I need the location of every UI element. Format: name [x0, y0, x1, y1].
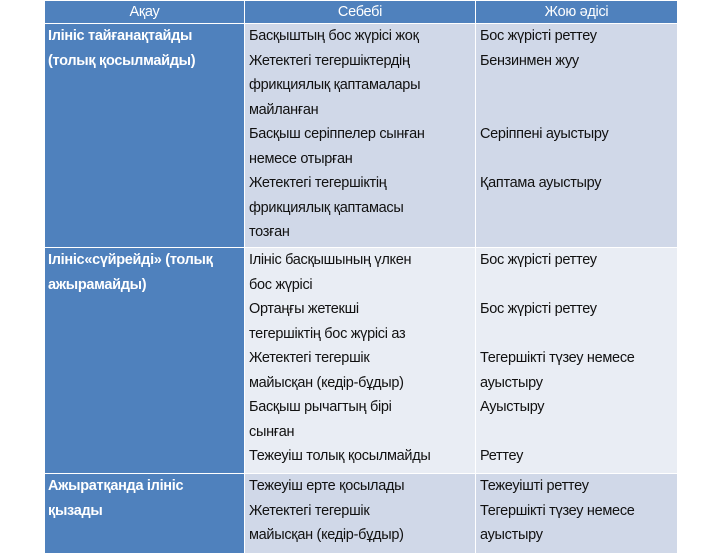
spacer	[480, 273, 677, 298]
cause-text: Ілініс басқышының үлкен	[249, 252, 412, 268]
cause-text: Жетектегі тегершік	[249, 502, 370, 519]
cause-text: Тежеуіш ерте қосылады	[249, 478, 405, 494]
fault-cell	[45, 24, 245, 248]
remedy-text: Реттеу	[480, 448, 524, 464]
remedy-text: Серіппені ауыстыру	[480, 126, 609, 142]
cause-cell	[245, 24, 476, 248]
cause-text: майысқан (кедір-бұдыр)	[249, 374, 404, 391]
fault-text: (толық қосылмайды)	[48, 52, 196, 69]
fault-text: Ілініс«сүйрейді» (толық	[48, 252, 213, 268]
remedy-text: ауыстыру	[480, 527, 543, 543]
header-remedy: Жою әдісі	[476, 1, 678, 24]
remedy-text: Бос жүрісті реттеу	[480, 252, 597, 268]
remedy-text: Тегершікті түзеу немесе	[480, 502, 635, 519]
remedy-text: Бос жүрісті реттеу	[480, 301, 597, 317]
table-row	[45, 24, 678, 248]
cause-cell	[245, 474, 476, 554]
cause-text: сынған	[249, 423, 295, 440]
cause-cell	[245, 248, 476, 474]
fault-table	[44, 0, 678, 554]
spacer	[480, 98, 677, 123]
cause-text: майысқан (кедір-бұдыр)	[249, 527, 404, 543]
cause-text: тегершіктің бос жүрісі аз	[249, 325, 406, 342]
remedy-text: Бензинмен жуу	[480, 52, 579, 69]
spacer	[480, 73, 677, 98]
remedy-cell	[476, 474, 678, 554]
cause-text: немесе отырған	[249, 150, 353, 167]
cause-text: майланған	[249, 101, 319, 118]
cause-text: фрикциялық қаптамалары	[249, 77, 421, 93]
fault-text: қызады	[48, 502, 103, 519]
spacer	[480, 147, 677, 172]
remedy-cell	[476, 24, 678, 248]
remedy-text: Қаптама ауыстыру	[480, 175, 602, 191]
cause-text: Жетектегі тегершіктің	[249, 175, 387, 191]
cause-text: тозған	[249, 224, 290, 240]
cause-text: Басқыш рычагтың бірі	[249, 399, 392, 415]
cause-text: Жетектегі тегершік	[249, 350, 370, 366]
remedy-text: ауыстыру	[480, 374, 543, 391]
header-row	[45, 1, 678, 24]
spacer	[480, 322, 677, 347]
fault-cell	[45, 474, 245, 554]
cause-text: бос жүрісі	[249, 276, 313, 293]
remedy-text: Тежеуішті реттеу	[480, 478, 589, 494]
fault-text: ажырамайды)	[48, 276, 147, 293]
remedy-text: Тегершікті түзеу немесе	[480, 350, 635, 366]
remedy-text: Бос жүрісті реттеу	[480, 28, 597, 44]
remedy-text: Ауыстыру	[480, 399, 545, 415]
fault-cell	[45, 248, 245, 474]
cause-text: Ортаңғы жетекші	[249, 301, 359, 317]
cause-text: Басқыш серіппелер сынған	[249, 126, 425, 142]
cause-text: Тежеуіш толық қосылмайды	[249, 448, 431, 464]
spacer	[480, 420, 677, 445]
header-fault: Ақау	[45, 1, 245, 24]
header-cause: Себебі	[245, 1, 476, 24]
remedy-cell	[476, 248, 678, 474]
fault-text: Ажыратқанда ілініс	[48, 478, 184, 494]
cause-text: Жетектегі тегершіктердің	[249, 52, 410, 69]
cause-text: Басқыштың бос жүрісі жоқ	[249, 28, 419, 44]
table-row	[45, 474, 678, 554]
cause-text: фрикциялық қаптамасы	[249, 199, 404, 216]
table-row	[45, 248, 678, 474]
fault-text: Ілініс тайғанақтайды	[48, 28, 193, 44]
